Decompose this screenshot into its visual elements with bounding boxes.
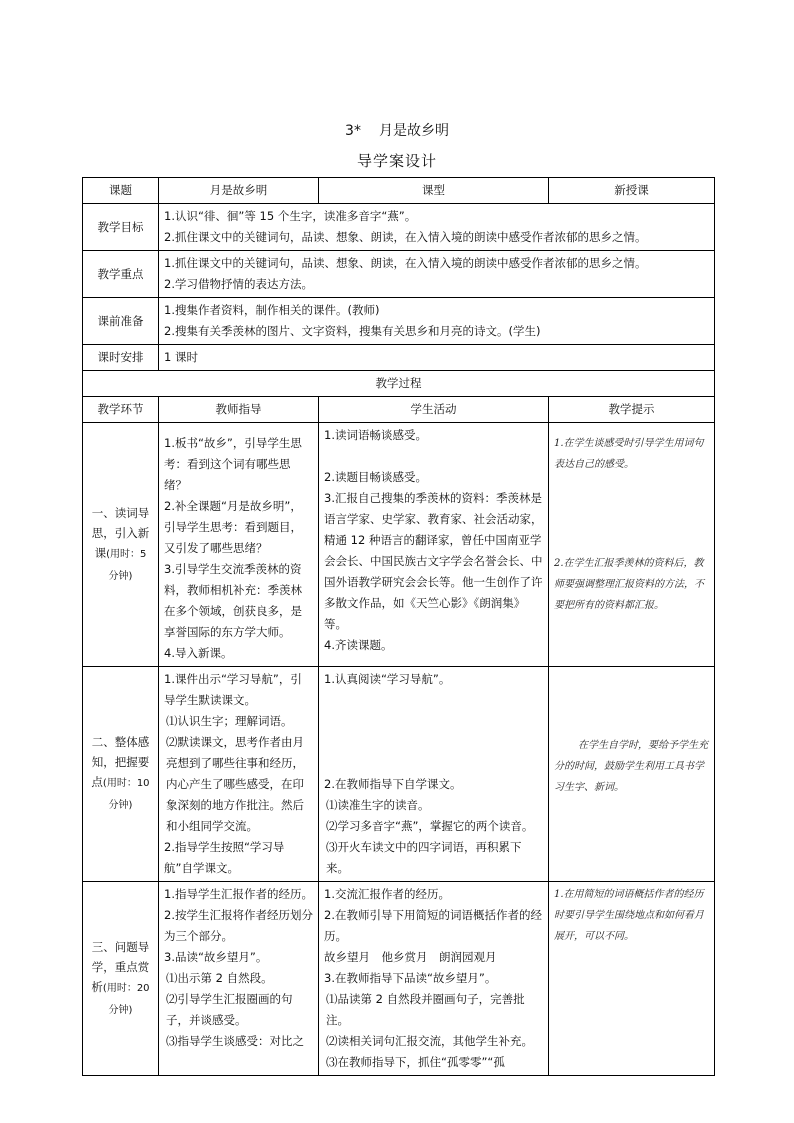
section-row — [83, 882, 715, 1076]
teacher-item: 2.指导学生按照“学习导航”自学课文。 — [164, 840, 285, 875]
prep-content — [159, 298, 715, 345]
prep-label: 课前准备 — [83, 298, 159, 345]
document-subtitle: 导学案设计 — [356, 152, 437, 170]
teacher-item: 3.品读“故乡望月”。 — [164, 950, 268, 964]
teacher-item: 2.按学生汇报将作者经历划分为三个部分。 — [164, 908, 313, 943]
section-teacher — [159, 882, 319, 1076]
col-teacher: 教师指导 — [159, 397, 319, 423]
section-student — [319, 882, 549, 1076]
key-line: 1.抓住课文中的关键词句，品读、想象、朗读，在入情入境的朗读中感受作者浓郁的思乡之情。 — [164, 256, 647, 270]
teacher-item: 1.指导学生汇报作者的经历。 — [164, 887, 313, 901]
section-teacher — [159, 423, 319, 667]
teacher-item: ⑴出示第 2 自然段。 — [166, 971, 273, 985]
teacher-item: ⑵引导学生汇报圈画的句子，并谈感受。 — [166, 992, 293, 1027]
teacher-item: 4.导入新课。 — [164, 646, 233, 660]
key-row — [83, 251, 715, 298]
time-row — [83, 345, 715, 371]
lesson-title: 月是故乡明 — [378, 123, 449, 139]
student-item: 2.在教师指导下自学课文。 — [324, 777, 462, 791]
lesson-number: 3* — [345, 123, 361, 139]
student-item: ⑶在教师指导下，抓住“孤零零”“孤 — [326, 1055, 505, 1069]
key-label: 教学重点 — [83, 251, 159, 298]
section-time: (用时：20 分钟) — [102, 982, 150, 1016]
time-label: 课时安排 — [83, 345, 159, 371]
header-row — [83, 178, 715, 204]
section-name: 一、读词导思，引入新课 — [91, 505, 150, 560]
header-key-type: 课型 — [319, 178, 549, 204]
student-item: ⑶开火车读文中的四字词语，再积累下来。 — [326, 840, 522, 875]
section-row — [83, 423, 715, 667]
time-content: 1 课时 — [159, 345, 715, 371]
teacher-item: ⑶指导学生谈感受：对比之 — [166, 1034, 304, 1048]
student-item: 1.读词语畅谈感受。 — [324, 428, 427, 442]
section-teacher — [159, 667, 319, 882]
section-name: 三、问题导学，重点赏析 — [91, 939, 150, 994]
header-value-topic: 月是故乡明 — [159, 178, 319, 204]
prep-line: 1.搜集作者资料，制作相关的课件。(教师) — [164, 303, 380, 317]
document-title — [0, 120, 794, 140]
student-item: 故乡望月 他乡赏月 朗润园观月 — [324, 950, 497, 964]
student-item: ⑴读准生字的读音。 — [326, 798, 430, 812]
section-student — [319, 667, 549, 882]
section-stage — [83, 667, 159, 882]
goal-row — [83, 204, 715, 251]
col-tips: 教学提示 — [549, 397, 715, 423]
goal-line: 1.认识“徘、徊”等 15 个生字，读准多音字“燕”。 — [164, 209, 417, 223]
section-tips — [549, 667, 715, 882]
tip-item: 2.在学生汇报季羡林的资料后，教师要强调整理汇报资料的方法，不要把所有的资料都汇报。 — [554, 558, 704, 611]
teacher-item: 3.引导学生交流季羡林的资料，教师相机补充：季羡林在多个领域，创获良多，是享誉国际的东方学大师。 — [164, 562, 302, 639]
student-item: 4.齐读课题。 — [324, 638, 393, 652]
section-name: 二、整体感知，把握要点 — [91, 735, 150, 789]
student-item: 2.在教师引导下用简短的词语概括作者的经历。 — [324, 908, 542, 943]
student-item: 3.在教师指导下品读“故乡望月”。 — [324, 971, 497, 985]
key-content — [159, 251, 715, 298]
lesson-plan-table — [82, 177, 715, 1076]
teacher-item: 1.课件出示“学习导航”，引导学生默读课文。 — [164, 672, 302, 707]
tip-item: 在学生自学时，要给予学生充分的时间，鼓励学生利用工具书学习生字、新词。 — [554, 740, 708, 793]
key-line: 2.学习借物抒情的表达方法。 — [164, 277, 313, 291]
section-time: (用时：5 分钟) — [106, 548, 147, 582]
section-row — [83, 667, 715, 882]
header-value-type: 新授课 — [549, 178, 715, 204]
section-tips — [549, 882, 715, 1076]
prep-row — [83, 298, 715, 345]
section-time: (用时：10 分钟) — [102, 778, 150, 811]
section-student — [319, 423, 549, 667]
process-title-row — [83, 371, 715, 397]
col-student: 学生活动 — [319, 397, 549, 423]
header-key-topic: 课题 — [83, 178, 159, 204]
teacher-item: 2.补全课题“月是故乡明”，引导学生思考：看到题目，又引发了哪些思绪？ — [164, 499, 302, 555]
tip-item: 1.在学生谈感受时引导学生用词句表达自己的感受。 — [554, 438, 704, 470]
section-stage — [83, 423, 159, 667]
section-tips — [549, 423, 715, 667]
goal-content — [159, 204, 715, 251]
tip-item: 1.在用简短的词语概括作者的经历时要引导学生围绕地点和如何看月展开，可以不同。 — [554, 889, 704, 942]
prep-line: 2.搜集有关季羡林的图片、文字资料，搜集有关思乡和月亮的诗文。(学生) — [164, 324, 541, 338]
student-item: 2.读题目畅谈感受。 — [324, 470, 427, 484]
process-header-row — [83, 397, 715, 423]
student-item: ⑵学习多音字“燕”，掌握它的两个读音。 — [326, 819, 534, 833]
goal-line: 2.抓住课文中的关键词句，品读、想象、朗读，在入情入境的朗读中感受作者浓郁的思乡之情。 — [164, 230, 647, 244]
col-stage: 教学环节 — [83, 397, 159, 423]
student-item: ⑴品读第 2 自然段并圈画句子，完善批注。 — [326, 992, 525, 1027]
process-title: 教学过程 — [83, 371, 715, 397]
teacher-item: ⑴认识生字；理解词语。 — [166, 714, 293, 728]
student-item: 1.交流汇报作者的经历。 — [324, 887, 450, 901]
student-item: 1.认真阅读“学习导航”。 — [324, 672, 451, 686]
teacher-item: ⑵默读课文，思考作者由月亮想到了哪些往事和经历，内心产生了哪些感受，在印象深刻的地方作批注。然后和小组同学交流。 — [166, 735, 304, 833]
teacher-item: 1.板书“故乡”，引导学生思考：看到这个词有哪些思绪？ — [164, 436, 302, 492]
section-stage — [83, 882, 159, 1076]
student-item: ⑵读相关词句汇报交流，其他学生补充。 — [326, 1034, 533, 1048]
goal-label: 教学目标 — [83, 204, 159, 251]
student-item: 3.汇报自己搜集的季羡林的资料：季羡林是语言学家、史学家、教育家、社会活动家，精通 12 种语言的翻译家，曾任中国南亚学会会长、中国民族古文字学会名誉会长、中国外语教学研究会会长等。他一生创作了许多散文作品，如《天竺心影》《朗润集》等。 — [324, 491, 543, 631]
